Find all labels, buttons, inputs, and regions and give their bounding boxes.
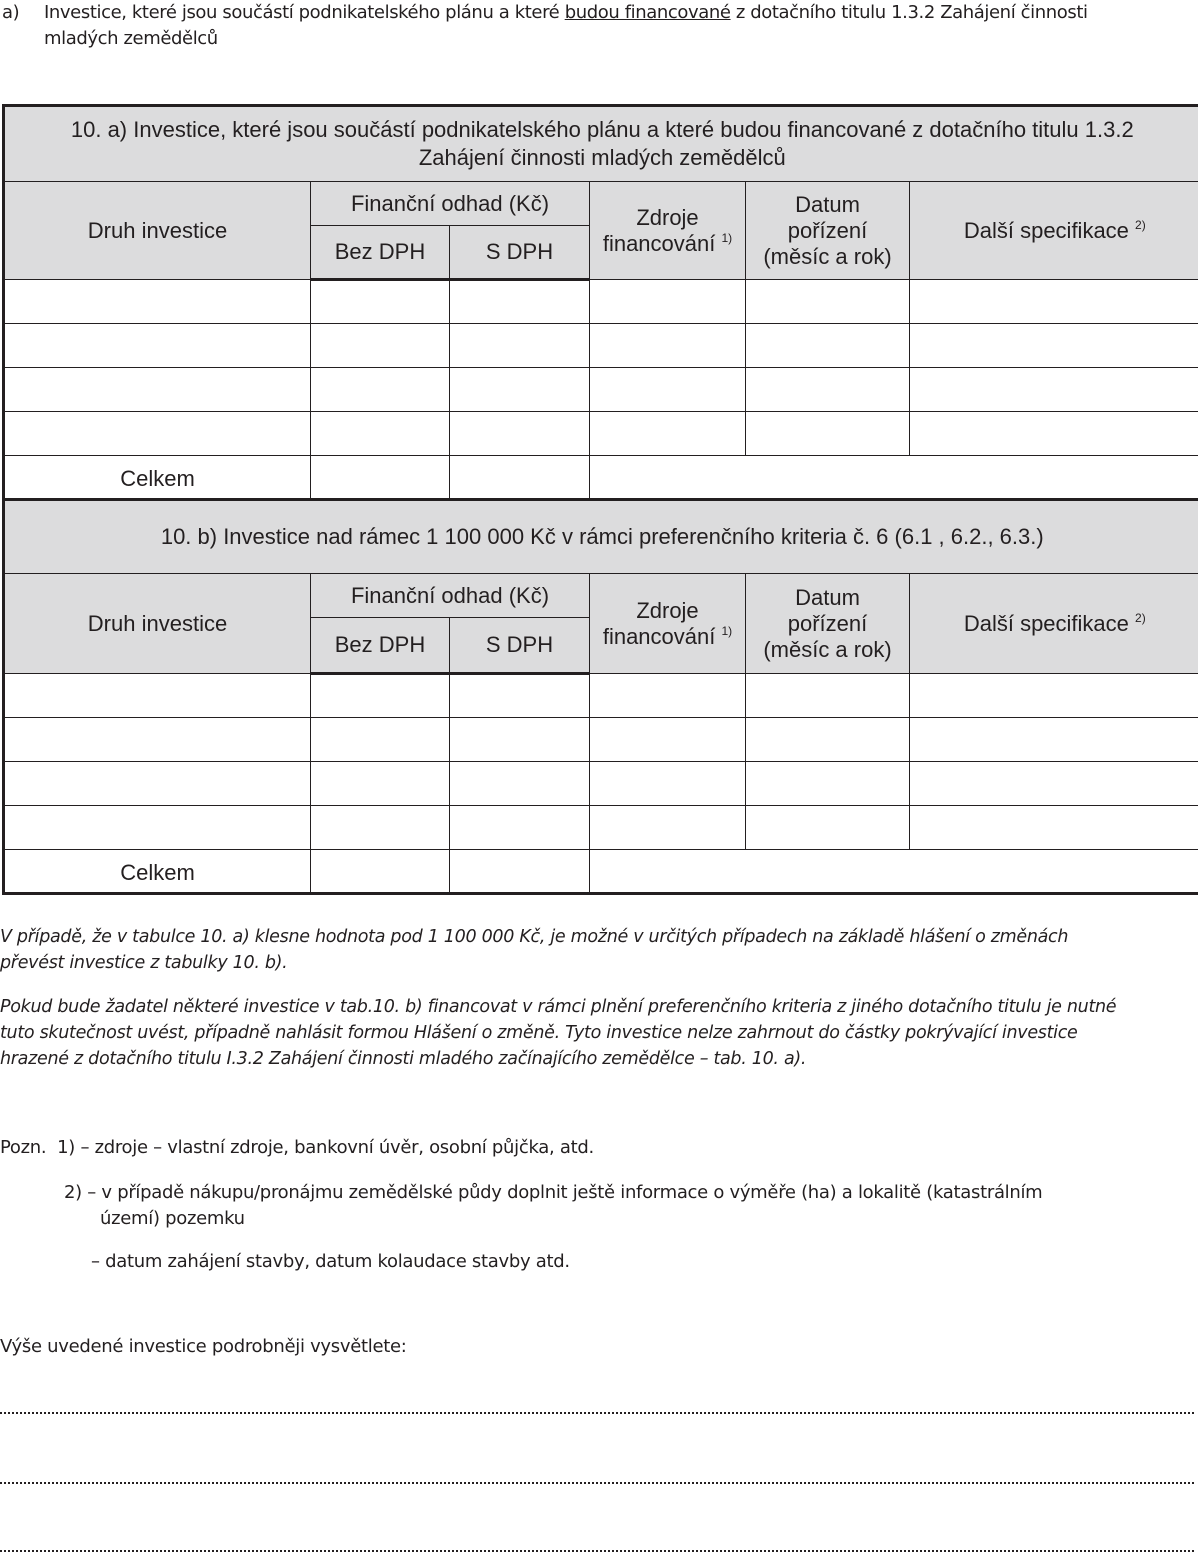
table-a-total-label: Celkem xyxy=(4,456,311,500)
table-a-col-zdroje-line1: Zdroje xyxy=(636,204,699,230)
table-a-cell-bez-dph[interactable] xyxy=(311,324,450,368)
table-a-col-zdroje-note: 1) xyxy=(721,230,733,245)
table-a-cell-datum[interactable] xyxy=(746,412,910,456)
table-b-col-datum xyxy=(746,574,910,674)
table-b-total-empty xyxy=(590,850,1198,894)
table-b-cell-druh[interactable] xyxy=(4,762,311,806)
intro-heading xyxy=(2,0,1198,52)
table-b-cell-datum[interactable] xyxy=(746,762,910,806)
table-a-row xyxy=(4,368,1198,412)
table-b-total-label: Celkem xyxy=(4,850,311,894)
intro-marker: a) xyxy=(2,2,20,23)
table-b-cell-druh[interactable] xyxy=(4,674,311,718)
note-transfer-line2: převést investice z tabulky 10. b). xyxy=(0,953,288,973)
table-b-cell-s-dph[interactable] xyxy=(450,718,590,762)
note-transfer xyxy=(0,924,1198,976)
table-b-cell-dalsi[interactable] xyxy=(910,674,1198,718)
intro-line2: mladých zemědělců xyxy=(44,28,218,49)
table-b-col-s-dph: S DPH xyxy=(450,618,590,674)
table-b-row xyxy=(4,762,1198,806)
investment-table-b xyxy=(2,500,1198,895)
table-b-col-dalsi-label: Další specifikace xyxy=(963,610,1129,636)
table-b-cell-datum[interactable] xyxy=(746,674,910,718)
table-a-col-s-dph: S DPH xyxy=(450,226,590,280)
table-a-col-datum-line2: pořízení xyxy=(787,217,868,243)
table-b-col-datum-line2: pořízení xyxy=(787,610,868,636)
intro-text-after: z dotačního titulu 1.3.2 Zahájení činnosti xyxy=(730,2,1088,23)
table-b-cell-s-dph[interactable] xyxy=(450,806,590,850)
note-other-funding-line3: hrazené z dotačního titulu I.3.2 Zahájení činnosti mladého začínajícího zemědělce – tab. 10. a). xyxy=(0,1049,807,1069)
table-b-row xyxy=(4,718,1198,762)
table-a-col-dalsi-note: 2) xyxy=(1135,217,1146,232)
table-a-col-datum-line3: (měsíc a rok) xyxy=(763,243,892,269)
table-b-cell-s-dph[interactable] xyxy=(450,762,590,806)
table-a-col-datum-line1: Datum xyxy=(795,191,860,217)
table-b-cell-druh[interactable] xyxy=(4,806,311,850)
footnote-2 xyxy=(64,1180,1198,1232)
table-a-cell-bez-dph[interactable] xyxy=(311,280,450,324)
table-a-total-row xyxy=(4,456,1198,500)
table-a-cell-s-dph[interactable] xyxy=(450,368,590,412)
table-b-cell-bez-dph[interactable] xyxy=(311,806,450,850)
table-a-cell-s-dph[interactable] xyxy=(450,324,590,368)
table-b-cell-dalsi[interactable] xyxy=(910,806,1198,850)
table-a-col-druh: Druh investice xyxy=(4,182,311,280)
table-a-cell-druh[interactable] xyxy=(4,412,311,456)
table-a-row xyxy=(4,324,1198,368)
table-a-cell-s-dph[interactable] xyxy=(450,280,590,324)
table-b-col-datum-line1: Datum xyxy=(795,584,860,610)
table-a-cell-bez-dph[interactable] xyxy=(311,368,450,412)
table-b-col-zdroje-note: 1) xyxy=(721,623,733,638)
footnote-1-text: 1) – zdroje – vlastní zdroje, bankovní úvěr, osobní půjčka, atd. xyxy=(57,1137,594,1158)
table-a-cell-dalsi[interactable] xyxy=(910,368,1198,412)
table-b-title: 10. b) Investice nad rámec 1 100 000 Kč v rámci preferenčního kriteria č. 6 (6.1 , 6.2., 6.3.) xyxy=(4,501,1198,574)
footnote-3: – datum zahájení stavby, datum kolaudace stavby atd. xyxy=(91,1251,570,1272)
table-b-col-datum-line3: (měsíc a rok) xyxy=(763,636,892,662)
table-b-cell-bez-dph[interactable] xyxy=(311,762,450,806)
table-b-col-zdroje xyxy=(590,574,746,674)
explain-label: Výše uvedené investice podrobněji vysvětlete: xyxy=(0,1336,407,1357)
table-a-title-line1: 10. a) Investice, které jsou součástí podnikatelského plánu a které budou financované z dotačního titulu 1.3.2 xyxy=(70,117,1134,142)
table-a-row xyxy=(4,412,1198,456)
table-b-cell-zdroje[interactable] xyxy=(590,806,746,850)
footnote-label: Pozn. xyxy=(0,1137,47,1158)
table-b-cell-dalsi[interactable] xyxy=(910,762,1198,806)
table-a-title-line2: Zahájení činnosti mladých zemědělců xyxy=(418,145,786,170)
table-a-title xyxy=(4,106,1198,182)
table-a-cell-druh[interactable] xyxy=(4,280,311,324)
table-b-cell-s-dph[interactable] xyxy=(450,674,590,718)
table-a-col-zdroje xyxy=(590,182,746,280)
intro-text-underlined: budou financované xyxy=(564,2,731,23)
table-b-cell-zdroje[interactable] xyxy=(590,762,746,806)
table-b-cell-zdroje[interactable] xyxy=(590,718,746,762)
table-b-cell-zdroje[interactable] xyxy=(590,674,746,718)
table-b-total-row xyxy=(4,850,1198,894)
table-a-cell-dalsi[interactable] xyxy=(910,280,1198,324)
table-b-cell-datum[interactable] xyxy=(746,718,910,762)
table-b-cell-bez-dph[interactable] xyxy=(311,718,450,762)
investment-table-a xyxy=(2,104,1198,501)
note-other-funding xyxy=(0,994,1198,1072)
table-a-cell-zdroje[interactable] xyxy=(590,324,746,368)
footnote-2-line1: 2) – v případě nákupu/pronájmu zemědělské půdy doplnit ještě informace o výměře (ha) a lokalitě (katastrálním xyxy=(64,1182,1043,1203)
table-b-total-bez-dph[interactable] xyxy=(311,850,450,894)
table-b-row xyxy=(4,674,1198,718)
table-b-col-odhad: Finanční odhad (Kč) xyxy=(311,574,590,618)
table-a-cell-datum[interactable] xyxy=(746,324,910,368)
table-b-col-dalsi-note: 2) xyxy=(1135,610,1146,625)
table-a-total-empty xyxy=(590,456,1198,500)
table-a-total-bez-dph[interactable] xyxy=(311,456,450,500)
footnote-2-line2: území) pozemku xyxy=(100,1208,245,1229)
table-a-row xyxy=(4,280,1198,324)
table-b-total-s-dph[interactable] xyxy=(450,850,590,894)
note-other-funding-line2: tuto skutečnost uvést, případně nahlásit formou Hlášení o změně. Tyto investice nelze zahrnout do částky pokrývající investice xyxy=(0,1023,1078,1043)
table-a-cell-dalsi[interactable] xyxy=(910,412,1198,456)
table-b-cell-druh[interactable] xyxy=(4,718,311,762)
explain-line-3[interactable] xyxy=(0,1550,1194,1552)
intro-text-before: Investice, které jsou součástí podnikatelského plánu a které xyxy=(44,2,565,23)
table-a-col-datum xyxy=(746,182,910,280)
table-b-cell-bez-dph[interactable] xyxy=(311,674,450,718)
table-a-total-s-dph[interactable] xyxy=(450,456,590,500)
table-a-cell-dalsi[interactable] xyxy=(910,324,1198,368)
table-a-cell-datum[interactable] xyxy=(746,368,910,412)
table-b-cell-dalsi[interactable] xyxy=(910,718,1198,762)
table-a-cell-zdroje[interactable] xyxy=(590,280,746,324)
table-a-cell-s-dph[interactable] xyxy=(450,412,590,456)
table-b-col-dalsi xyxy=(910,574,1198,674)
table-a-cell-zdroje[interactable] xyxy=(590,368,746,412)
note-other-funding-line1: Pokud bude žadatel některé investice v tab.10. b) financovat v rámci plnění preferenčního kriteria z jiného dotačního titulu je nutné xyxy=(0,997,1117,1017)
table-a-cell-datum[interactable] xyxy=(746,280,910,324)
table-a-cell-druh[interactable] xyxy=(4,368,311,412)
table-a-cell-bez-dph[interactable] xyxy=(311,412,450,456)
table-b-col-zdroje-line1: Zdroje xyxy=(636,597,699,623)
explain-line-2[interactable] xyxy=(0,1482,1194,1484)
table-b-col-druh: Druh investice xyxy=(4,574,311,674)
table-a-cell-zdroje[interactable] xyxy=(590,412,746,456)
table-a-cell-druh[interactable] xyxy=(4,324,311,368)
table-a-col-dalsi-label: Další specifikace xyxy=(963,217,1129,243)
note-transfer-line1: V případě, že v tabulce 10. a) klesne hodnota pod 1 100 000 Kč, je možné v určitých případech na základě hlášení o změnách xyxy=(0,927,1069,947)
table-a-col-odhad: Finanční odhad (Kč) xyxy=(311,182,590,226)
table-a-col-zdroje-line2: financování xyxy=(602,230,716,256)
table-a-col-bez-dph: Bez DPH xyxy=(311,226,450,280)
table-b-col-zdroje-line2: financování xyxy=(602,623,716,649)
footnote-1 xyxy=(0,1135,1198,1161)
explain-line-1[interactable] xyxy=(0,1412,1194,1414)
table-b-row xyxy=(4,806,1198,850)
table-b-cell-datum[interactable] xyxy=(746,806,910,850)
table-b-col-bez-dph: Bez DPH xyxy=(311,618,450,674)
table-a-col-dalsi xyxy=(910,182,1198,280)
